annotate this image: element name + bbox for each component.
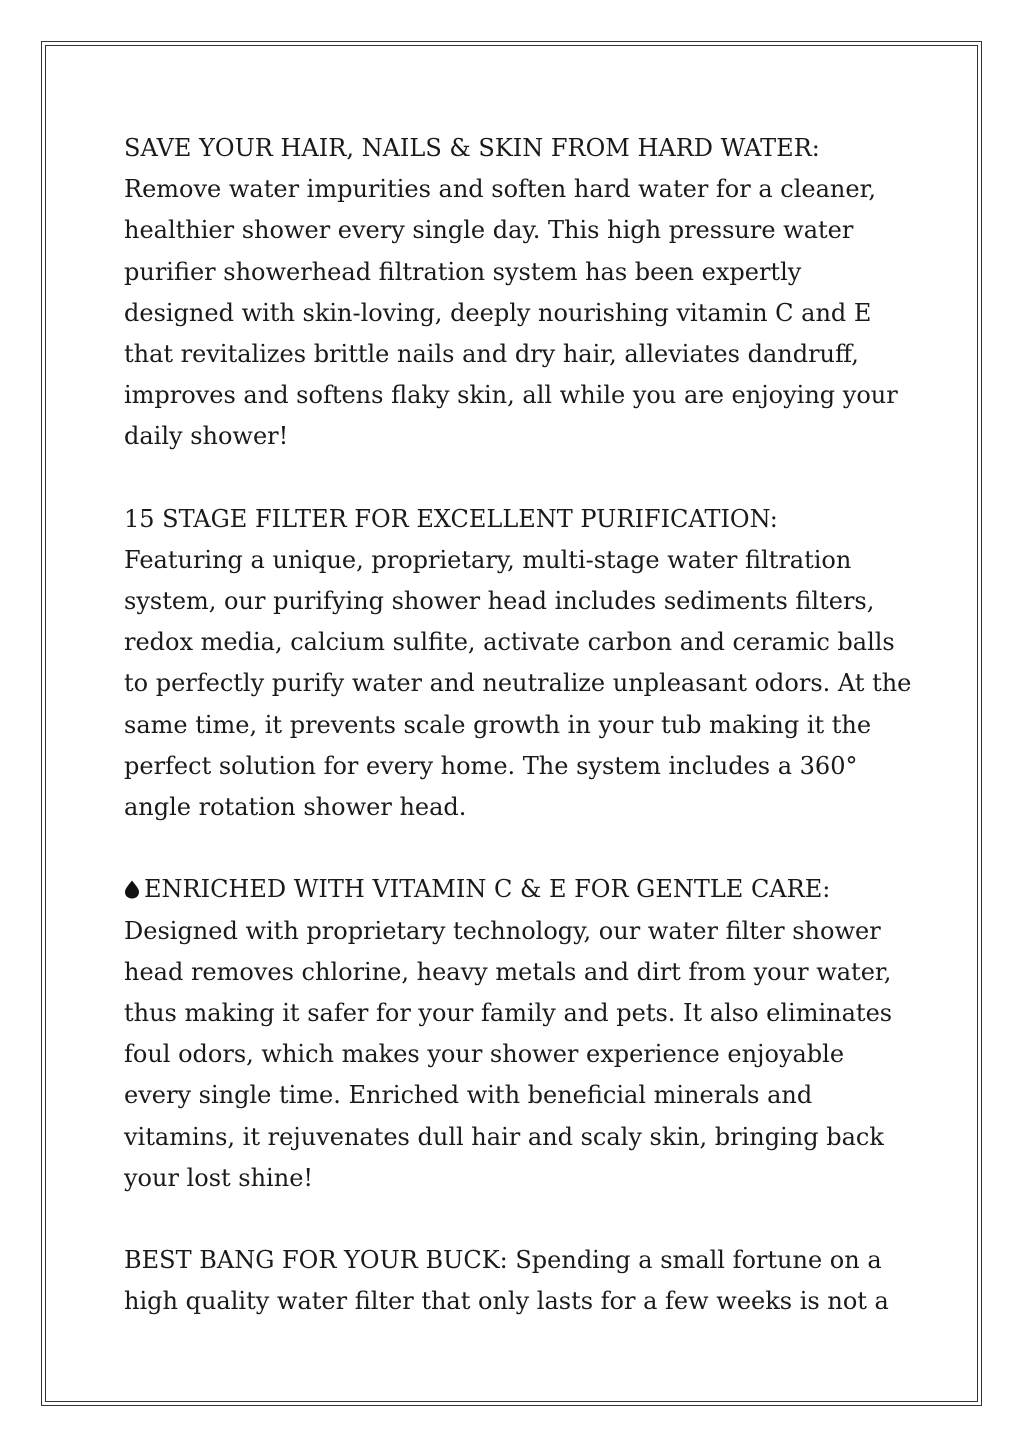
paragraph-line: angle rotation shower head. [124, 793, 467, 821]
paragraph-heading-line [124, 869, 924, 910]
paragraph-line: high quality water filter that only lasts for a few weeks is not a [124, 1287, 889, 1316]
paragraph-line: system, our purifying shower head includes sediments filters, [124, 587, 875, 616]
paragraph-line: every single time. Enriched with beneficial minerals and [124, 1081, 813, 1110]
paragraph-spacer [124, 828, 924, 869]
paragraph-line: thus making it safer for your family and pets. It also eliminates [124, 998, 893, 1027]
paragraph-15-stage-filter [124, 499, 924, 829]
paragraph-line: Designed with proprietary technology, our water filter shower [124, 916, 881, 945]
paragraph-line: designed with skin-loving, deeply nourishing vitamin C and E [124, 298, 872, 327]
paragraph-line: redox media, calcium sulfite, activate carbon and ceramic balls [124, 628, 895, 657]
paragraph-line: SAVE YOUR HAIR, NAILS & SKIN FROM HARD WATER: [124, 134, 820, 162]
paragraph-line: healthier shower every single day. This high pressure water [124, 216, 854, 245]
paragraph-line: that revitalizes brittle nails and dry hair, alleviates dandruff, [124, 339, 859, 368]
paragraph-line: vitamins, it rejuvenates dull hair and scaly skin, bringing back [124, 1122, 884, 1151]
paragraph-line: Featuring a unique, proprietary, multi-stage water filtration [124, 545, 852, 574]
paragraph-line: 15 STAGE FILTER FOR EXCELLENT PURIFICATION: [124, 504, 778, 533]
water-drop-icon [124, 880, 140, 899]
paragraph-line: to perfectly purify water and neutralize unpleasant odors. At the [124, 669, 912, 698]
paragraph-line: purifier showerhead filtration system has been expertly [124, 257, 802, 286]
paragraph-line: ENRICHED WITH VITAMIN C & E FOR GENTLE CARE: [144, 875, 831, 904]
paragraph-line: your lost shine! [124, 1163, 314, 1192]
paragraph-vitamin-c-e [124, 869, 924, 1199]
paragraph-line: head removes chlorine, heavy metals and dirt from your water, [124, 957, 892, 986]
paragraph-spacer [124, 1199, 924, 1240]
paragraph-hard-water [124, 128, 924, 458]
paragraph-spacer [124, 458, 924, 499]
paragraph-line: daily shower! [124, 422, 289, 451]
paragraph-line: perfect solution for every home. The system includes a 360° [124, 751, 858, 780]
paragraph-line: improves and softens flaky skin, all while you are enjoying your [124, 381, 898, 410]
paragraph-best-bang [124, 1240, 924, 1322]
paragraph-line: same time, it prevents scale growth in your tub making it the [124, 710, 872, 739]
paragraph-line: BEST BANG FOR YOUR BUCK: Spending a small fortune on a [124, 1246, 882, 1275]
paragraph-line: foul odors, which makes your shower experience enjoyable [124, 1040, 845, 1069]
document-body [124, 128, 924, 1322]
paragraph-line: Remove water impurities and soften hard water for a cleaner, [124, 175, 877, 204]
